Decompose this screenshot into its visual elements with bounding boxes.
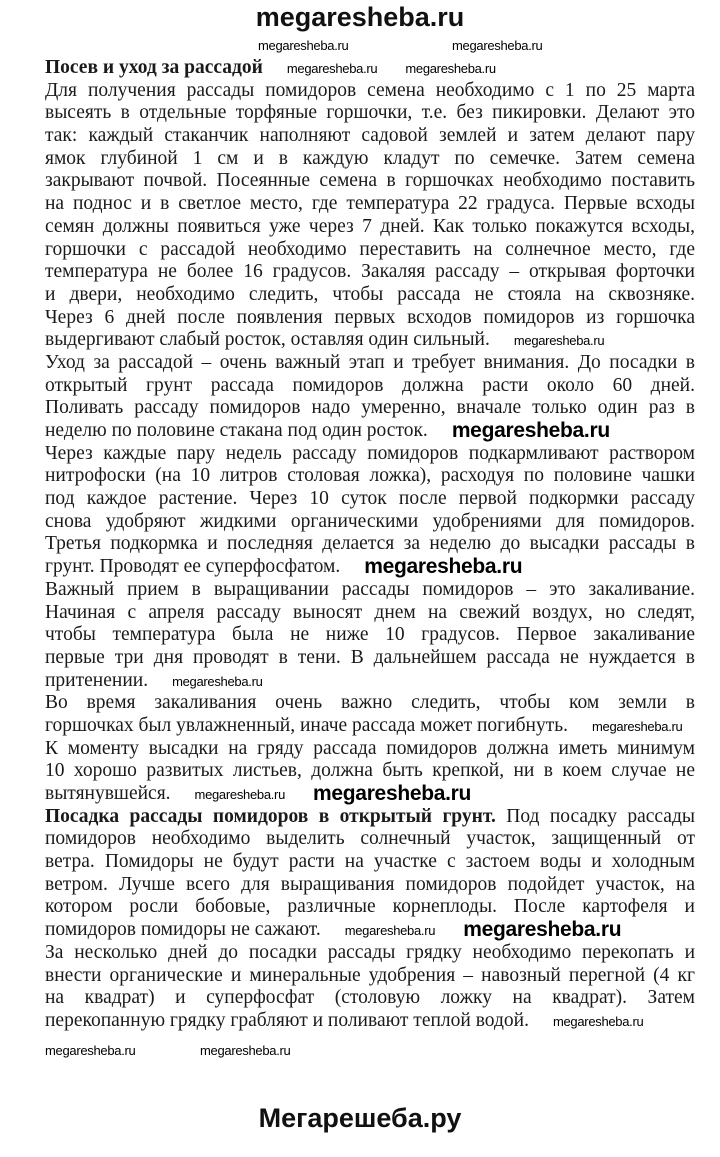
paragraph-line: открытый грунт рассада помидоров должна расти около 60 дней.	[45, 374, 695, 396]
paragraph-line: внести органические и минеральные удобрения – навозный перегной (4 кг	[45, 964, 695, 986]
paragraph-line: ветром. Лучше всего для выращивания помидоров подойдет участок, на	[45, 873, 695, 895]
paragraph-line: Через 6 дней после появления первых всходов помидоров из горшочка	[45, 306, 695, 328]
paragraph-line: Третья подкормка и последняя делается за неделю до высадки рассады в	[45, 533, 695, 555]
paragraph-line: ямок глубиной 1 см и в каждую кладут по семечке. Затем семена	[45, 147, 695, 169]
paragraph-line: нитрофоски (на 10 литров столовая ложка), расходуя по половине чашки	[45, 465, 695, 487]
watermark: megaresheba.ru	[364, 555, 523, 579]
paragraph-line: на квадрат) и суперфосфат (столовую ложку на квадрат). Затем	[45, 987, 695, 1009]
paragraph-line: перекопанную грядку грабляют и поливают теплой водой.	[45, 1009, 529, 1031]
document-body	[45, 57, 695, 1033]
paragraph-line: горшочки с рассадой необходимо переставить на солнечное место, где	[45, 238, 695, 260]
line-text: Под посадку рассады	[495, 805, 695, 827]
watermark: megaresheba.ru	[552, 1013, 644, 1029]
paragraph-line: под каждое растение. Через 10 суток после первой подкормки рассаду	[45, 488, 695, 510]
paragraph-line: грунт. Проводят ее суперфосфатом.	[45, 556, 341, 578]
paragraph-line: 10 хорошо развитых листьев, должна быть крепкой, ни в коем случае не	[45, 760, 695, 782]
watermark: megaresheba.ru	[172, 673, 263, 689]
paragraph-line: закрывают почвой. Посеянные семена в горшочках необходимо поставить	[45, 170, 695, 192]
paragraph-line: выдергивают слабый росток, оставляя один сильный.	[45, 329, 490, 351]
paragraph-line: и двери, необходимо следить, чтобы рассада не стояла на сквозняке.	[45, 283, 695, 305]
site-header-logo: megaresheba.ru	[255, 2, 465, 32]
paragraph-line: ветра. Помидоры не будут расти на участке с застоем воды и холодным	[45, 851, 695, 873]
subheading: Посадка рассады помидоров в открытый грунт.	[45, 805, 496, 827]
watermark: megaresheba.ru	[286, 61, 378, 76]
paragraph-line: К моменту высадки на гряду рассада помидоров должна иметь минимум	[45, 737, 695, 759]
paragraph-line: помидоров необходимо выделить солнечный участок, защищенный от	[45, 828, 695, 850]
paragraph-line: семян должны появиться уже через 7 дней. Как только покажутся всходы,	[45, 215, 695, 237]
watermark: megaresheba.ru	[463, 918, 622, 942]
watermark: megaresheba.ru	[200, 1042, 291, 1058]
watermark: megaresheba.ru	[513, 333, 605, 349]
paragraph-line	[45, 806, 695, 829]
watermark: megaresheba.ru	[592, 718, 683, 734]
site-footer-logo: Мегарешеба.ру	[258, 1103, 462, 1133]
paragraph-line: высеять в отдельные торфяные горшочки, т.е. без пикировки. Делают это	[45, 102, 695, 124]
paragraph-line: Во время закаливания очень важно следить, чтобы ком земли в	[45, 692, 695, 714]
paragraph-line: неделю по половине стакана под один росток.	[45, 420, 428, 441]
paragraph-line: Важный прием в выращивании рассады помидоров – это закаливание.	[45, 578, 695, 600]
paragraph-line: За несколько дней до посадки рассады грядку необходимо перекопать и	[45, 941, 695, 963]
paragraph-line: помидоров помидоры не сажают.	[45, 919, 321, 941]
paragraph-line: Для получения рассады помидоров семена необходимо с 1 по 25 марта	[45, 79, 695, 101]
paragraph-line: вытянувшейся.	[45, 783, 171, 804]
paragraph-line: Уход за рассадой – очень важный этап и требует внимания. До посадки в	[45, 351, 695, 373]
watermark: megaresheba.ru	[405, 61, 496, 76]
section-title: Посев и уход за рассадой	[45, 57, 263, 78]
paragraph-line: снова удобряют жидкими органическими удобрениями для помидоров.	[45, 510, 695, 532]
paragraph-line: горшочках был увлажненный, иначе рассада может погибнуть.	[45, 714, 569, 736]
paragraph-line: чтобы температура была не ниже 10 градусов. Первое закаливание	[45, 624, 695, 646]
watermark: megaresheba.ru	[451, 419, 610, 442]
paragraph-line: Через каждые пару недель рассаду помидоров подкармливают раствором	[45, 442, 695, 464]
watermark: megaresheba.ru	[452, 38, 543, 53]
paragraph-line: Поливать рассаду помидоров надо умеренно, вначале только один раз в	[45, 397, 695, 419]
paragraph-line: на поднос и в светлое место, где температура 22 градуса. Первые всходы	[45, 193, 695, 215]
paragraph-line: котором росли бобовые, различные корнеплоды. После картофеля и	[45, 896, 695, 918]
watermark: megaresheba.ru	[45, 1042, 136, 1058]
watermark: megaresheba.ru	[313, 782, 472, 805]
paragraph-line: Начиная с апреля рассаду выносят днем на свежий воздух, но следят,	[45, 601, 695, 623]
paragraph-line: так: каждый стаканчик наполняют садовой землей и затем делают пару	[45, 125, 695, 147]
watermark: megaresheba.ru	[194, 787, 286, 802]
paragraph-line: температура не более 16 градусов. Закаляя рассаду – открывая форточки	[45, 261, 695, 283]
watermark: megaresheba.ru	[258, 38, 349, 53]
paragraph-line: притенении.	[45, 669, 149, 691]
paragraph-line: первые три дня проводят в тени. В дальнейшем рассада не нуждается в	[45, 646, 695, 668]
watermark: megaresheba.ru	[344, 923, 436, 939]
